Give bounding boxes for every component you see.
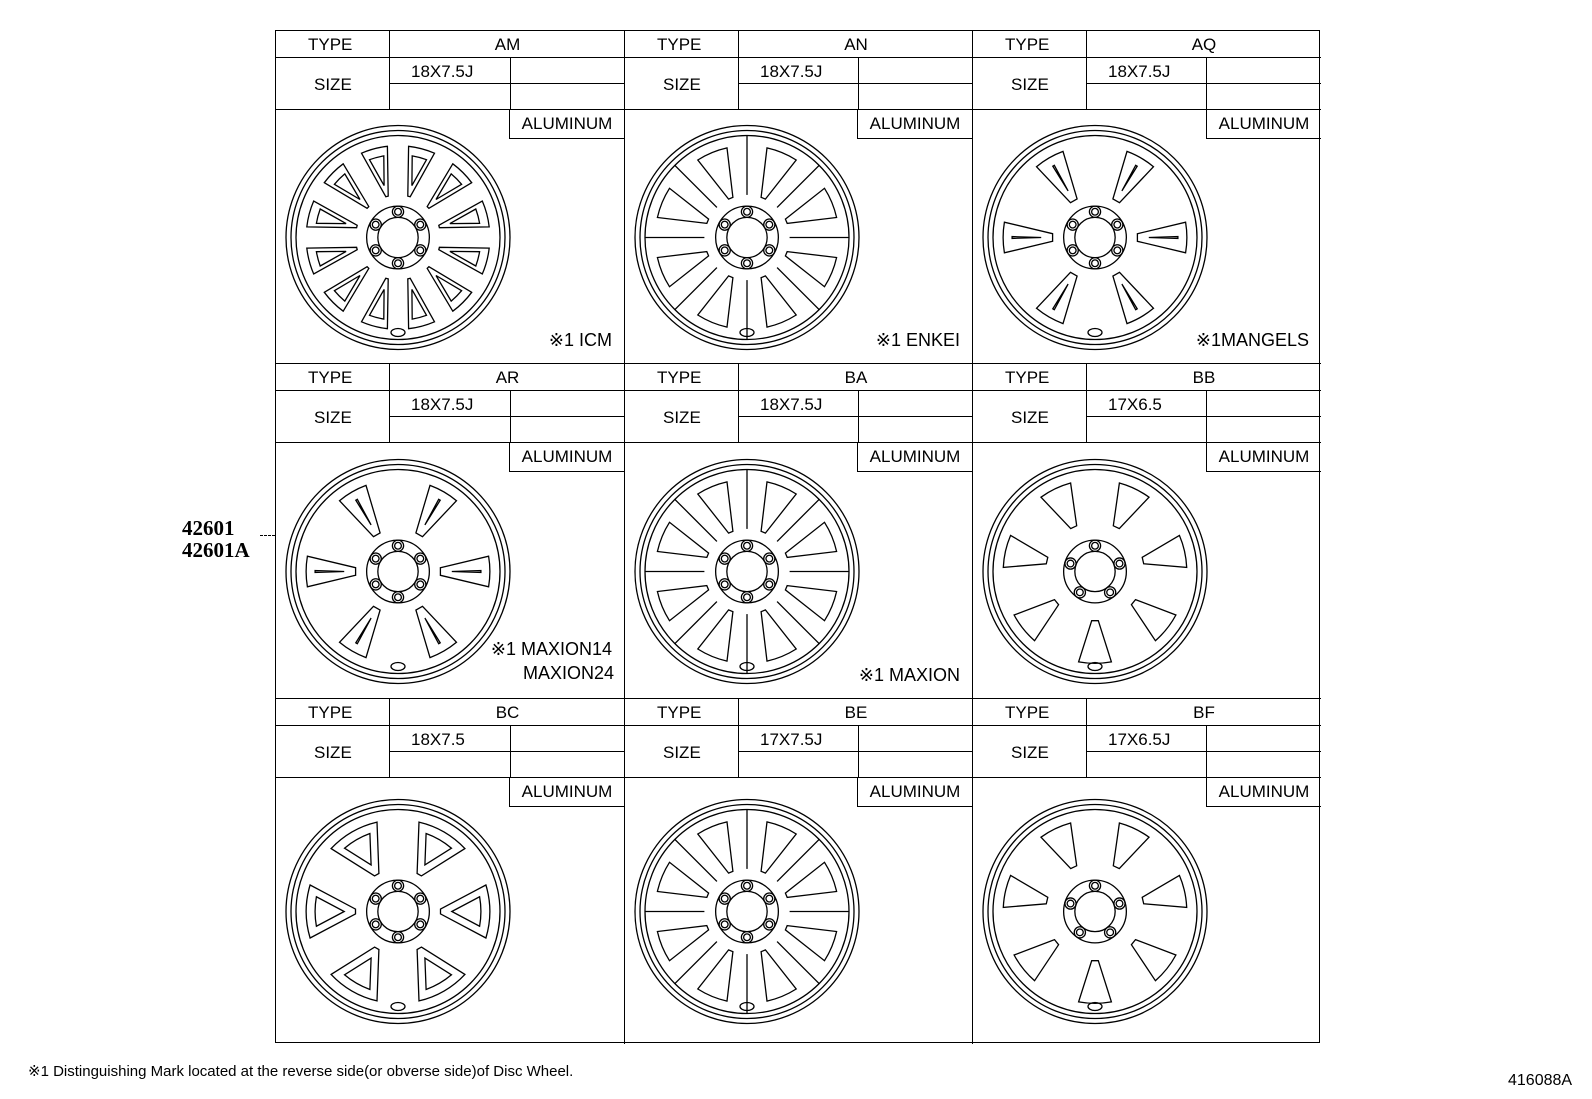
size-divider [390, 751, 625, 752]
size-value: 17X6.5J [1108, 730, 1171, 749]
size-value: 18X7.5J [411, 395, 474, 414]
size-divider [739, 416, 973, 417]
material-label: ALUMINUM [509, 777, 624, 807]
header-divider [973, 57, 1321, 58]
wheel-outline [635, 460, 859, 684]
wheel-cell-aq [973, 31, 1321, 364]
material-label: ALUMINUM [857, 777, 972, 807]
size-label: SIZE [663, 743, 701, 762]
size-divider [390, 83, 625, 84]
type-label: TYPE [1005, 703, 1050, 722]
part-number-alt: 42601A [182, 538, 250, 562]
wheel-outline [286, 126, 510, 350]
header-divider [625, 390, 973, 391]
wheel-drawing-an [625, 111, 973, 364]
wheel-cell-ar [276, 364, 625, 699]
leader-line [260, 535, 275, 536]
distinguishing-mark-alt: MAXION24 [522, 663, 614, 683]
type-value: AQ [1191, 35, 1217, 54]
wheel-drawing-ar [276, 444, 625, 699]
type-label: TYPE [308, 35, 353, 54]
type-value: AM [494, 35, 521, 54]
size-col-divider [510, 390, 511, 442]
size-label: SIZE [314, 408, 352, 427]
type-value: AN [844, 35, 868, 54]
type-value: BA [844, 368, 868, 387]
wheel-cell-am [276, 31, 625, 364]
wheel-cell-be [625, 699, 973, 1044]
type-label: TYPE [657, 368, 702, 387]
size-value: 18X7.5J [1108, 62, 1171, 81]
wheel-drawing-am [276, 111, 625, 364]
size-col-divider [1206, 57, 1207, 109]
type-label: TYPE [1005, 368, 1050, 387]
wheel-cell-bf [973, 699, 1321, 1044]
size-col-divider [858, 390, 859, 442]
material-label: ALUMINUM [1206, 777, 1321, 807]
wheel-outline [635, 800, 859, 1024]
header-divider [625, 57, 973, 58]
size-value: 18X7.5J [760, 395, 823, 414]
wheel-table [275, 30, 1320, 1043]
wheel-cell-ba [625, 364, 973, 699]
size-col-divider [510, 57, 511, 109]
type-value: AR [495, 368, 520, 387]
wheel-cell-bb [973, 364, 1321, 699]
type-label: TYPE [657, 35, 702, 54]
wheel-drawing-bc [276, 779, 625, 1044]
size-col-divider [858, 725, 859, 777]
wheel-outline [983, 460, 1207, 684]
header-divider [276, 725, 625, 726]
wheel-outline [286, 460, 510, 684]
size-label: SIZE [663, 75, 701, 94]
size-col-divider [1206, 390, 1207, 442]
wheel-cell-bc [276, 699, 625, 1044]
size-value: 18X7.5J [760, 62, 823, 81]
part-number: 42601 [182, 516, 235, 540]
distinguishing-mark: ※1 ENKEI [875, 330, 960, 350]
header-divider [625, 725, 973, 726]
wheel-drawing-bb [973, 444, 1321, 699]
material-label: ALUMINUM [1206, 442, 1321, 472]
type-label: TYPE [1005, 35, 1050, 54]
material-label: ALUMINUM [509, 109, 624, 139]
type-value: BC [495, 703, 520, 722]
wheel-cell-an [625, 31, 973, 364]
size-divider [739, 83, 973, 84]
part-number-callout [182, 517, 250, 561]
size-divider [739, 751, 973, 752]
distinguishing-mark: ※1 MAXION [858, 665, 960, 685]
size-value: 17X7.5J [760, 730, 823, 749]
size-value: 18X7.5J [411, 62, 474, 81]
size-label: SIZE [1011, 743, 1049, 762]
size-label: SIZE [663, 408, 701, 427]
size-value: 17X6.5 [1108, 395, 1162, 414]
material-label: ALUMINUM [857, 442, 972, 472]
size-divider [390, 416, 625, 417]
wheel-outline [635, 126, 859, 350]
wheel-outline [286, 800, 510, 1024]
wheel-outline [983, 800, 1207, 1024]
material-label: ALUMINUM [509, 442, 624, 472]
type-value: BF [1193, 703, 1215, 722]
header-divider [973, 390, 1321, 391]
size-label: SIZE [314, 75, 352, 94]
material-label: ALUMINUM [1206, 109, 1321, 139]
header-divider [276, 390, 625, 391]
size-label: SIZE [314, 743, 352, 762]
size-value: 18X7.5 [411, 730, 465, 749]
header-divider [276, 57, 625, 58]
wheel-outline [983, 126, 1207, 350]
type-label: TYPE [308, 368, 353, 387]
wheel-drawing-aq [973, 111, 1321, 364]
footnote: ※1 Distinguishing Mark located at the reverse side(or obverse side)of Disc Wheel. [28, 1063, 574, 1080]
size-label: SIZE [1011, 408, 1049, 427]
wheel-drawing-ba [625, 444, 973, 699]
size-divider [1087, 83, 1321, 84]
wheel-drawing-be [625, 779, 973, 1044]
type-label: TYPE [657, 703, 702, 722]
type-label: TYPE [308, 703, 353, 722]
type-value: BE [844, 703, 868, 722]
distinguishing-mark: ※1 MAXION14 [490, 639, 612, 659]
size-col-divider [1206, 725, 1207, 777]
distinguishing-mark: ※1MANGELS [1195, 330, 1309, 350]
wheel-drawing-bf [973, 779, 1321, 1044]
distinguishing-mark: ※1 ICM [548, 330, 612, 350]
size-label: SIZE [1011, 75, 1049, 94]
material-label: ALUMINUM [857, 109, 972, 139]
size-divider [1087, 751, 1321, 752]
size-col-divider [858, 57, 859, 109]
size-divider [1087, 416, 1321, 417]
header-divider [973, 725, 1321, 726]
type-value: BB [1192, 368, 1216, 387]
figure-number: 416088A [1508, 1072, 1573, 1089]
size-col-divider [510, 725, 511, 777]
